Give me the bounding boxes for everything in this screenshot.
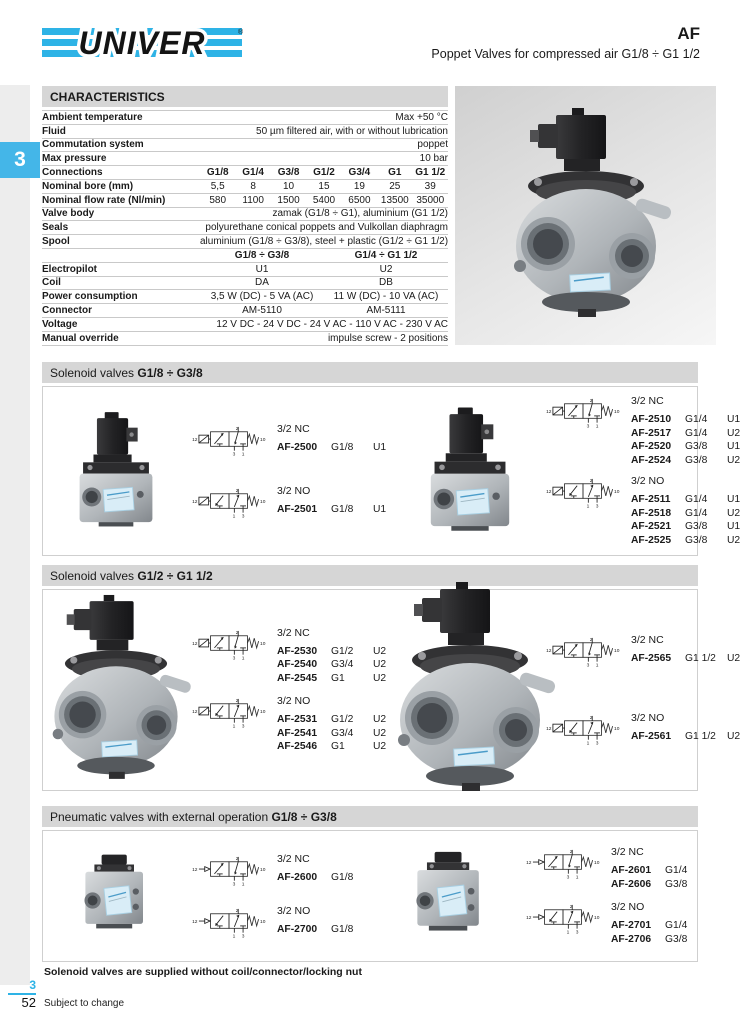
- page-number: 52: [21, 995, 36, 1010]
- row-value: impulse screw - 2 positions: [327, 332, 448, 344]
- row-label: Ambient temperature: [42, 111, 143, 123]
- model-code: AF-2700: [277, 924, 318, 935]
- table-row: [42, 139, 448, 153]
- function-label: 3/2 NO: [631, 712, 665, 724]
- model-size: G1: [331, 741, 345, 752]
- function-label: 3/2 NO: [277, 905, 311, 917]
- model-row: [277, 441, 393, 455]
- valve-column: [43, 590, 397, 790]
- row-label: Spool: [42, 236, 70, 248]
- model-row: [611, 878, 707, 892]
- model-pilot: U1: [727, 521, 741, 532]
- model-pilot: U1: [373, 442, 387, 453]
- table-row-split-header: [42, 249, 448, 263]
- model-size: G1/4: [665, 920, 688, 931]
- model-code: AF-2524: [631, 454, 672, 466]
- table-row: [42, 221, 448, 235]
- subject-to-change: Subject to change: [44, 998, 125, 1009]
- variant-groups: [191, 423, 393, 519]
- product-photo: [389, 848, 511, 944]
- model-pilot: U2: [727, 653, 741, 664]
- table-row: [42, 332, 448, 346]
- valve-symbol-32nc-icon: [545, 635, 621, 668]
- row-label: Coil: [42, 277, 61, 289]
- table-row: [42, 111, 448, 125]
- model-size: G1/8: [331, 872, 354, 883]
- left-margin-strip: [0, 85, 30, 985]
- model-pilot: U2: [373, 727, 387, 739]
- row-label: Voltage: [42, 318, 78, 330]
- model-code: AF-2541: [277, 727, 318, 739]
- model-pilot: U2: [373, 714, 387, 725]
- solenoid-valve-photo: [414, 405, 526, 537]
- section-body: [42, 386, 741, 556]
- header-right: [431, 24, 700, 61]
- cell: DA: [255, 277, 269, 289]
- function-label: 3/2 NC: [631, 634, 664, 646]
- univer-logo: [42, 20, 252, 66]
- model-code: AF-2517: [631, 427, 672, 439]
- function-label: 3/2 NC: [631, 395, 664, 407]
- model-size: G1/8: [331, 504, 354, 515]
- table-row: [42, 277, 448, 291]
- cell: G1/2: [313, 167, 335, 179]
- cell: G1/4 ÷ G1 1/2: [354, 249, 418, 261]
- row-label: Nominal bore (mm): [42, 180, 134, 192]
- table-row: [42, 152, 448, 166]
- variant-group-nc: [191, 853, 373, 887]
- model-code: AF-2511: [631, 494, 671, 505]
- product-photo-main: [486, 106, 686, 326]
- model-row: [277, 871, 373, 885]
- model-row: [631, 652, 747, 666]
- variant-group-nc: [191, 627, 393, 686]
- model-code: AF-2561: [631, 731, 672, 742]
- model-code: AF-2600: [277, 872, 318, 883]
- variant-group-no: [545, 712, 747, 746]
- model-pilot: U2: [373, 741, 387, 752]
- row-value: 12 V DC - 24 V DC - 24 V AC - 110 V AC - 230 V AC: [216, 318, 448, 330]
- row-label: Commutation system: [42, 139, 144, 151]
- valve-column: [397, 590, 751, 790]
- brand-text: UNIVER: [78, 25, 206, 61]
- function-label: 3/2 NO: [631, 475, 665, 487]
- variant-groups: [191, 853, 373, 939]
- table-row: [42, 318, 448, 332]
- cell: AM-5111: [366, 305, 406, 317]
- group-text: [277, 423, 393, 455]
- model-pilot: U1: [727, 441, 741, 452]
- row-label: Electropilot: [42, 263, 98, 275]
- group-text: [611, 901, 707, 946]
- variant-groups: [545, 395, 747, 547]
- variant-group-nc: [545, 634, 747, 668]
- product-photo: [55, 410, 177, 532]
- function-label: 3/2 NO: [611, 901, 645, 913]
- function-label: 3/2 NO: [277, 695, 311, 707]
- row-label: Manual override: [42, 332, 119, 344]
- model-row: [631, 493, 747, 507]
- product-photo: [55, 593, 177, 787]
- cell: U1: [255, 263, 269, 275]
- model-row: [631, 454, 747, 468]
- model-row: [611, 919, 707, 933]
- model-size: G3/8: [665, 878, 688, 890]
- row-label: Max pressure: [42, 153, 107, 165]
- section-title: Solenoid valves: [50, 569, 138, 583]
- table-row: [42, 290, 448, 304]
- group-text: [631, 712, 747, 744]
- row-value: polyurethane conical poppets and Vulkollan diaphragm: [205, 222, 448, 234]
- cell: 5400: [312, 194, 336, 206]
- cell: G1/8: [206, 167, 229, 179]
- model-code: AF-2510: [631, 414, 672, 425]
- model-size: G1/4: [685, 427, 708, 439]
- model-pilot: U2: [727, 507, 741, 519]
- row-label: Valve body: [42, 208, 95, 220]
- model-size: G1/8: [331, 442, 354, 453]
- section-title-range: G1/8 ÷ G3/8: [137, 366, 203, 380]
- section-title-range: G1/8 ÷ G3/8: [271, 810, 337, 824]
- cell: 3,5 W (DC) - 5 VA (AC): [210, 291, 314, 303]
- row-value: aluminium (G1/8 ÷ G3/8), steel + plastic (G1/2 ÷ G1 1/2): [200, 236, 449, 248]
- table-row: [42, 125, 448, 139]
- variant-group-no: [191, 905, 373, 939]
- model-size: G1 1/2: [685, 731, 716, 742]
- model-code: AF-2701: [611, 920, 652, 931]
- model-size: G3/8: [685, 454, 708, 466]
- table-row: [42, 263, 448, 277]
- model-row: [631, 730, 747, 744]
- model-pilot: U1: [727, 494, 741, 505]
- valve-symbol-32no-icon: [545, 476, 621, 509]
- model-row: [631, 440, 747, 454]
- variant-group-nc: [545, 395, 747, 467]
- model-code: AF-2606: [611, 878, 652, 890]
- model-size: G1/4: [685, 494, 708, 505]
- model-code: AF-2545: [277, 672, 318, 684]
- valve-symbol-32nc-icon: [525, 847, 601, 880]
- table-row-connections: [42, 166, 448, 180]
- row-label: Connector: [42, 305, 92, 317]
- variant-groups: [545, 634, 747, 746]
- model-size: G1/4: [685, 507, 708, 519]
- group-text: [277, 853, 373, 885]
- function-label: 3/2 NC: [277, 853, 310, 865]
- registered-mark: ®: [238, 29, 244, 36]
- model-size: G1/8: [331, 924, 354, 935]
- model-code: AF-2520: [631, 441, 672, 452]
- variant-groups: [525, 846, 707, 946]
- characteristics-header: CHARACTERISTICS: [42, 86, 448, 107]
- cell: 1100: [242, 194, 264, 206]
- series-title: AF: [677, 24, 700, 43]
- page-subtitle: Poppet Valves for compressed air G1/8 ÷ G1 1/2: [431, 47, 700, 61]
- model-size: G3/8: [685, 534, 708, 546]
- univer-logo-icon: [42, 20, 252, 66]
- section-body: [42, 830, 698, 962]
- model-row: [277, 503, 393, 517]
- table-row-bore: [42, 180, 448, 194]
- model-code: AF-2565: [631, 653, 672, 664]
- variant-group-nc: [525, 846, 707, 891]
- cell: 35000: [416, 194, 445, 206]
- row-label: Connections: [42, 167, 103, 179]
- model-code: AF-2601: [611, 865, 652, 876]
- solenoid-valve-photo: [28, 593, 204, 787]
- model-size: G3/8: [685, 441, 708, 452]
- product-photo: [55, 851, 177, 941]
- model-row: [611, 933, 707, 947]
- valve-symbol-32nc-icon: [191, 424, 267, 457]
- cell: G3/8: [277, 167, 300, 179]
- cell: G1/8 ÷ G3/8: [234, 249, 290, 261]
- model-size: G1: [331, 672, 345, 684]
- product-photo: [409, 580, 531, 800]
- model-code: AF-2525: [631, 534, 672, 546]
- model-pilot: U1: [373, 504, 387, 515]
- valve-column: [377, 831, 711, 961]
- model-code: AF-2706: [611, 933, 652, 945]
- model-code: AF-2521: [631, 521, 672, 532]
- product-photo: [409, 405, 531, 537]
- product-photo-box: [455, 86, 716, 345]
- section-body: [42, 589, 741, 791]
- model-size: G1 1/2: [685, 653, 716, 664]
- model-code: AF-2518: [631, 507, 672, 519]
- model-size: G1/2: [331, 714, 354, 725]
- model-pilot: U2: [373, 659, 387, 670]
- model-size: G3/8: [685, 521, 708, 532]
- model-row: [611, 864, 707, 878]
- section-title: Solenoid valves: [50, 366, 138, 380]
- group-text: [277, 485, 393, 517]
- section-header-pneumatic: [42, 806, 698, 827]
- model-row: [631, 520, 747, 534]
- model-size: G1/4: [685, 414, 708, 425]
- model-size: G3/8: [665, 933, 688, 945]
- cell: 5,5: [210, 180, 225, 192]
- row-value: 10 bar: [419, 153, 448, 165]
- chapter-tab: 3: [0, 142, 40, 178]
- cell: 19: [353, 180, 365, 192]
- cell: 8: [250, 180, 256, 192]
- valve-symbol-32nc-icon: [191, 854, 267, 887]
- cell: 13500: [380, 194, 409, 206]
- cell: AM-5110: [242, 305, 282, 317]
- valve-column: [43, 387, 397, 555]
- cell: DB: [379, 277, 393, 289]
- row-label: Fluid: [42, 125, 66, 137]
- cell: 25: [389, 180, 401, 192]
- chapter-number: 3: [8, 978, 36, 995]
- table-row: [42, 304, 448, 318]
- solenoid-valve-photo: [64, 410, 168, 532]
- cell: G3/4: [348, 167, 371, 179]
- cell: 39: [424, 180, 436, 192]
- cell: G1 1/2: [415, 167, 446, 179]
- valve-symbol-32no-icon: [525, 902, 601, 935]
- valve-symbol-32nc-icon: [545, 396, 621, 429]
- variant-group-no: [545, 475, 747, 547]
- group-text: [277, 905, 373, 937]
- row-value: poppet: [417, 139, 448, 151]
- model-row: [631, 427, 747, 441]
- section-title-range: G1/2 ÷ G1 1/2: [137, 569, 213, 583]
- model-size: G3/4: [331, 659, 354, 670]
- variant-groups: [191, 627, 393, 754]
- row-value: zamak (G1/8 ÷ G1), aluminium (G1 1/2): [272, 208, 448, 220]
- group-text: [631, 634, 747, 666]
- model-pilot: U2: [727, 427, 741, 439]
- function-label: 3/2 NC: [611, 846, 644, 858]
- variant-group-no: [191, 485, 393, 519]
- model-code: AF-2530: [277, 645, 318, 657]
- cell: 580: [209, 194, 227, 206]
- model-row: [631, 534, 747, 548]
- variant-group-no: [191, 695, 393, 754]
- function-label: 3/2 NC: [277, 626, 310, 639]
- valve-symbol-32no-icon: [191, 486, 267, 519]
- table-row: [42, 235, 448, 249]
- valve-symbol-32nc-icon: [191, 628, 267, 661]
- cell: 1500: [277, 194, 300, 206]
- section-title: Pneumatic valves with external operation: [50, 810, 272, 824]
- model-code: AF-2500: [277, 442, 318, 453]
- valve-symbol-32no-icon: [191, 696, 267, 729]
- model-pilot: U2: [373, 645, 387, 657]
- table-row: [42, 208, 448, 222]
- model-pilot: U2: [727, 454, 741, 466]
- model-code: AF-2546: [277, 741, 318, 752]
- row-label: Seals: [42, 222, 69, 234]
- model-pilot: U2: [727, 731, 741, 742]
- row-label: Power consumption: [42, 291, 138, 303]
- model-code: AF-2531: [277, 714, 318, 725]
- cell: 6500: [348, 194, 371, 206]
- valve-symbol-32no-icon: [545, 713, 621, 746]
- solenoid-valve-photo: [370, 580, 570, 800]
- cell: G1: [388, 167, 402, 179]
- model-size: G1/4: [665, 865, 688, 876]
- variant-group-nc: [191, 423, 393, 457]
- pneumatic-valve-photo: [402, 848, 498, 944]
- cell: G1/4: [242, 167, 264, 179]
- cell: U2: [379, 263, 393, 275]
- model-size: G1/2: [331, 645, 354, 657]
- characteristics-table: [42, 110, 448, 346]
- model-pilot: U2: [727, 534, 741, 546]
- model-pilot: U2: [373, 672, 387, 684]
- model-size: G3/4: [331, 727, 354, 739]
- group-text: [631, 395, 747, 467]
- row-value: Max +50 °C: [395, 111, 448, 123]
- pneumatic-valve-photo: [71, 851, 161, 941]
- cell: 11 W (DC) - 10 VA (AC): [333, 291, 439, 303]
- function-label: 3/2 NC: [277, 423, 310, 435]
- table-row-flow: [42, 194, 448, 208]
- group-text: [631, 475, 747, 547]
- valve-column: [397, 387, 751, 555]
- row-label: Nominal flow rate (Nl/min): [42, 194, 166, 206]
- model-row: [277, 923, 373, 937]
- model-row: [631, 413, 747, 427]
- group-text: [611, 846, 707, 891]
- model-code: AF-2501: [277, 504, 318, 515]
- valve-column: [43, 831, 377, 961]
- row-value: 50 µm filtered air, with or without lubrication: [256, 125, 448, 137]
- function-label: 3/2 NO: [277, 485, 311, 497]
- model-pilot: U1: [727, 414, 741, 425]
- footer-note: Solenoid valves are supplied without coil/connector/locking nut: [44, 966, 362, 978]
- section-header-solenoid-small: [42, 362, 698, 383]
- valve-symbol-32no-icon: [191, 906, 267, 939]
- cell: 10: [282, 180, 295, 192]
- model-code: AF-2540: [277, 659, 318, 670]
- variant-group-no: [525, 901, 707, 946]
- cell: 15: [318, 180, 330, 192]
- model-row: [631, 507, 747, 521]
